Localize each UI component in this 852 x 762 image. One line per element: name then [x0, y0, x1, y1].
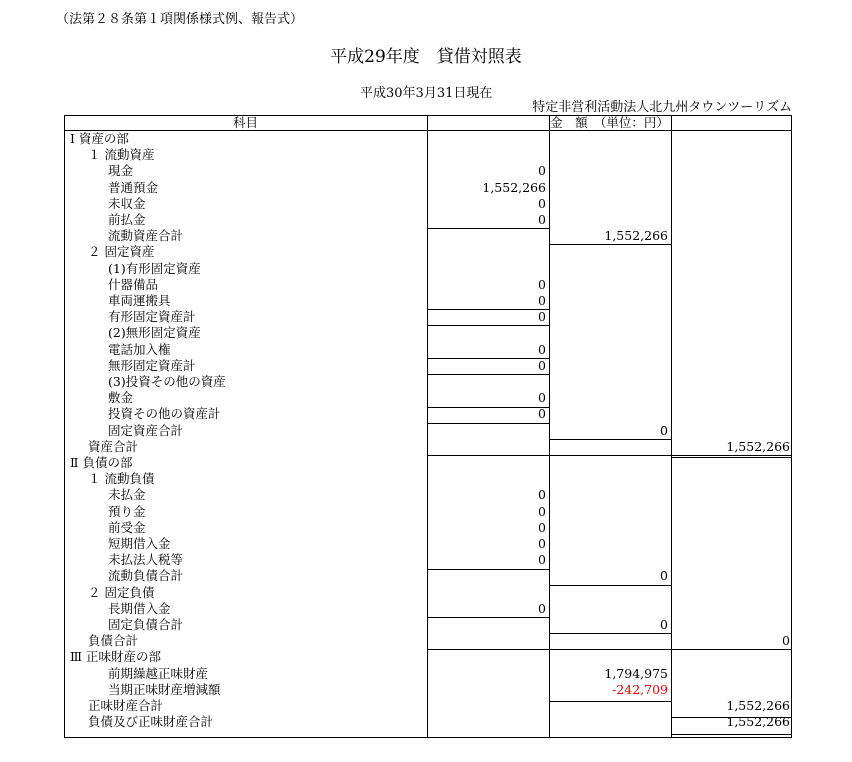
table-row	[64, 649, 792, 665]
form-note: （法第２８条第１項関係様式例、報告式）	[56, 12, 304, 27]
row-label: 固定資産合計	[108, 422, 184, 438]
row-amount-c1: 0	[538, 552, 546, 568]
page-title: 平成29年度 貸借対照表	[330, 47, 522, 67]
row-amount-c1: 0	[538, 357, 546, 373]
table-row	[64, 568, 792, 584]
row-label: 短期借入金	[108, 536, 171, 551]
row-amount-c3: 1,552,266	[726, 698, 790, 713]
table-row	[64, 309, 792, 325]
table-row	[64, 682, 792, 698]
row-label: 無形固定資産計	[108, 357, 196, 373]
table-row	[64, 633, 792, 649]
table-border-bottom	[64, 737, 792, 738]
row-label: 普通預金	[108, 179, 159, 195]
row-label: 未払金	[108, 487, 146, 503]
table-row	[64, 180, 792, 196]
table-row	[64, 196, 792, 212]
row-amount-c2: 1,552,266	[604, 228, 668, 244]
table-row	[64, 325, 792, 341]
table-row	[64, 131, 792, 147]
row-label: 正味財産合計	[88, 698, 164, 713]
row-amount-c1: 0	[538, 600, 546, 616]
row-amount-c1: 0	[538, 519, 546, 535]
row-label: (3)投資その他の資産	[108, 374, 226, 389]
table-row	[64, 698, 792, 714]
row-amount-c1: 1,552,266	[482, 179, 546, 195]
row-label: 前期繰越正味財産	[108, 665, 209, 681]
row-label: 流動資産合計	[108, 228, 184, 244]
row-amount-c3: 1,552,266	[726, 438, 790, 454]
row-label: 預り金	[108, 503, 146, 519]
table-row	[64, 358, 792, 374]
table-row	[64, 585, 792, 601]
row-amount-c1: 0	[538, 309, 546, 325]
table-row	[64, 536, 792, 552]
row-label: 什器備品	[108, 276, 159, 292]
row-label: Ⅱ 負債の部	[70, 455, 133, 470]
row-amount-c1: 0	[538, 163, 546, 179]
row-label: (1)有形固定資産	[108, 260, 201, 276]
report-date: 平成30年3月31日現在	[360, 86, 493, 101]
row-label: 負債及び正味財産合計	[88, 714, 214, 730]
row-label: 未収金	[108, 195, 146, 211]
table-row	[64, 212, 792, 228]
row-amount-c1: 0	[538, 487, 546, 503]
row-label: 負債合計	[88, 633, 139, 649]
organization-name: 特定非営利活動法人北九州タウンツーリズム	[532, 100, 792, 115]
row-label: １ 流動資産	[88, 147, 155, 163]
table-row	[64, 423, 792, 439]
row-label: 電話加入権	[108, 341, 171, 357]
row-label: 長期借入金	[108, 600, 171, 616]
table-row	[64, 406, 792, 422]
table-row	[64, 261, 792, 277]
row-amount-c1: 0	[538, 276, 546, 292]
table-row	[64, 520, 792, 536]
table-row	[64, 504, 792, 520]
table-row	[64, 390, 792, 406]
row-label: 固定負債合計	[108, 617, 184, 632]
row-amount-c2: 1,794,975	[604, 665, 668, 681]
table-row	[64, 617, 792, 633]
table-row	[64, 163, 792, 179]
row-amount-c1: 0	[538, 293, 546, 308]
table-row	[64, 601, 792, 617]
table-row	[64, 439, 792, 455]
row-amount-c2: 0	[660, 568, 668, 584]
row-amount-c1: 0	[538, 536, 546, 551]
row-amount-c1: 0	[538, 212, 546, 227]
row-label: 前受金	[108, 519, 146, 535]
row-amount-c1: 0	[538, 503, 546, 519]
table-row	[64, 293, 792, 309]
row-amount-c2: 0	[660, 422, 668, 438]
row-label: 敷金	[108, 390, 134, 406]
row-amount-c2: -242,709	[612, 681, 668, 697]
row-amount-c1: 0	[538, 195, 546, 211]
row-label: 現金	[108, 163, 134, 179]
table-row	[64, 374, 792, 390]
table-row	[64, 244, 792, 260]
row-label: Ⅰ 資産の部	[70, 131, 129, 146]
row-amount-c3: 0	[782, 633, 790, 649]
row-label: Ⅲ 正味財産の部	[70, 649, 162, 665]
row-amount-c1: 0	[538, 390, 546, 406]
row-label: 流動負債合計	[108, 568, 184, 584]
row-label: 車両運搬具	[108, 293, 171, 308]
balance-sheet-table	[64, 115, 792, 738]
row-label: 前払金	[108, 212, 146, 227]
row-amount-c1: 0	[538, 406, 546, 422]
row-amount-c1: 0	[538, 341, 546, 357]
header-item: 科目	[232, 115, 258, 130]
row-label: 有形固定資産計	[108, 309, 196, 325]
total-rule-double	[672, 734, 791, 735]
row-label: 投資その他の資産計	[108, 406, 221, 422]
row-label: １ 流動負債	[88, 471, 155, 487]
row-label: ２ 固定負債	[88, 584, 155, 600]
row-label: 資産合計	[88, 438, 139, 454]
table-row	[64, 455, 792, 471]
header-amount: 金 額 （単位：円）	[550, 115, 669, 130]
row-label: ２ 固定資産	[88, 244, 155, 260]
table-row	[64, 277, 792, 293]
table-row	[64, 714, 792, 730]
table-row	[64, 487, 792, 503]
row-label: 未払法人税等	[108, 552, 184, 568]
row-amount-c3: 1,552,266	[726, 714, 790, 730]
table-row	[64, 147, 792, 163]
row-amount-c2: 0	[660, 617, 668, 632]
table-row	[64, 471, 792, 487]
table-row	[64, 666, 792, 682]
table-row	[64, 342, 792, 358]
row-label: 当期正味財産増減額	[108, 681, 221, 697]
table-row	[64, 552, 792, 568]
row-label: (2)無形固定資産	[108, 325, 201, 341]
table-row	[64, 228, 792, 244]
